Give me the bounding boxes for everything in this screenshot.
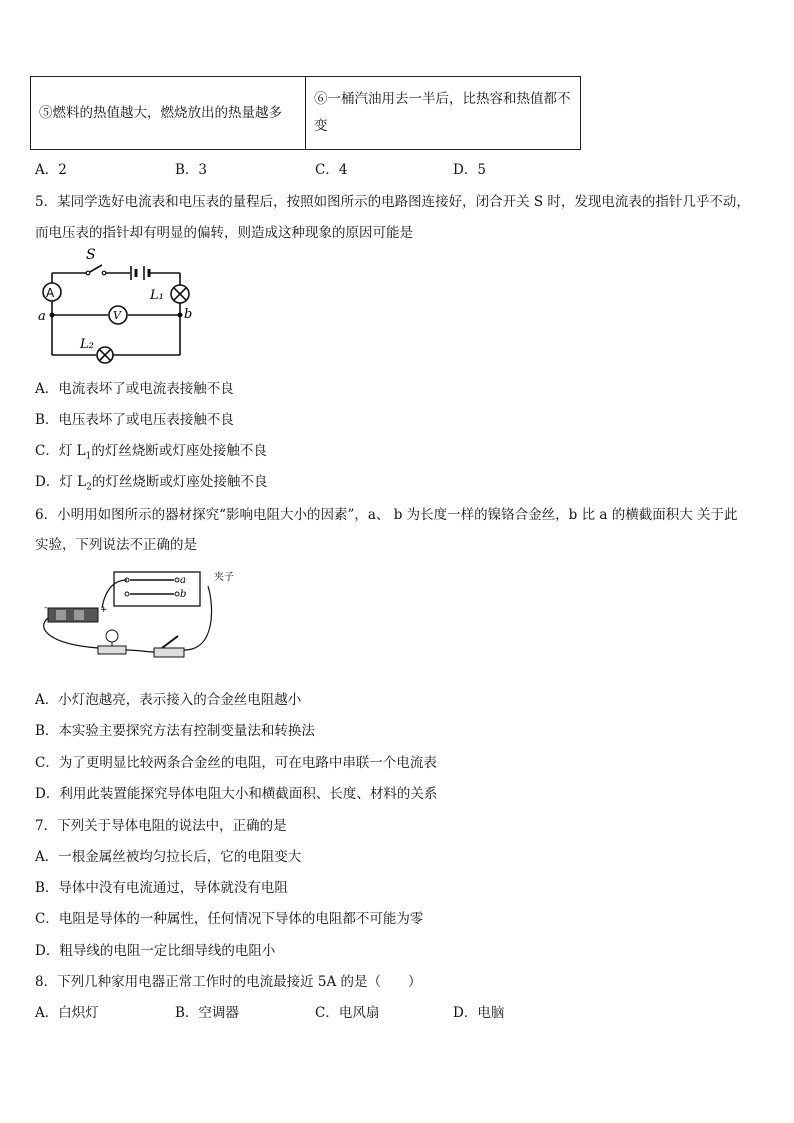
q4-choice-d[interactable]: D．5	[453, 162, 486, 178]
q7-choice-d[interactable]: D．粗导线的电阻一定比细导线的电阻小	[35, 943, 276, 959]
wire-a-label: a	[180, 575, 186, 586]
q5-stem-line1: 5．某同学选好电流表和电压表的量程后，按照如图所示的电路图连接好，闭合开关 S 时，发现电流表的指针几乎不动，	[35, 194, 750, 210]
clip-label: 夹子	[214, 572, 234, 583]
q5-choice-c[interactable]	[35, 439, 267, 462]
statement-table	[30, 76, 581, 150]
battery-minus-label: -	[44, 603, 48, 613]
ammeter-label: A	[46, 286, 55, 300]
q5-choice-b[interactable]: B．电压表坏了或电压表接触不良	[35, 412, 234, 428]
q6-choice-d[interactable]: D．利用此装置能探究导体电阻大小和横截面积、长度、材料的关系	[35, 786, 438, 802]
node-b-label: b	[184, 307, 193, 322]
lamp-l2-label: L₂	[80, 337, 94, 352]
switch-label: S	[86, 247, 96, 263]
q7-choice-b[interactable]: B．导体中没有电流通过，导体就没有电阻	[35, 880, 288, 896]
wire-b-label: b	[180, 589, 187, 600]
node-a-label: a	[38, 309, 46, 324]
q7-choice-c[interactable]: C．电阻是导体的一种属性，任何情况下导体的电阻都不可能为零	[35, 911, 424, 927]
q6-stem-line2: 实验，下列说法不正确的是	[35, 537, 197, 553]
q4-choice-c[interactable]: C．4	[315, 162, 348, 178]
q5-choice-c-rest: 的灯丝烧断或灯座处接触不良	[91, 443, 267, 459]
q6-apparatus-diagram	[38, 566, 248, 666]
q5-choice-c-sub: 1	[85, 451, 92, 462]
q8-stem: 8．下列几种家用电器正常工作时的电流最接近 5A 的是（ ）	[35, 974, 422, 990]
q6-choice-b[interactable]: B．本实验主要探究方法有控制变量法和转换法	[35, 723, 315, 739]
q6-choice-a[interactable]: A．小灯泡越亮，表示接入的合金丝电阻越小	[35, 692, 302, 708]
lamp-l1-label: L₁	[150, 288, 164, 303]
q6-stem-line1: 6．小明用如图所示的器材探究“影响电阻大小的因素”，a、 b 为长度一样的镍铬合金丝，b 比 a 的横截面积大 关于此	[35, 507, 738, 523]
statement-5-cell: ⑤燃料的热值越大，燃烧放出的热量越多	[31, 77, 306, 150]
q8-choice-d[interactable]: D．电脑	[453, 1005, 505, 1021]
q7-stem: 7．下列关于导体电阻的说法中，正确的是	[35, 818, 287, 834]
q5-choice-d[interactable]	[35, 470, 267, 493]
q5-circuit-diagram	[30, 245, 210, 365]
q8-choice-a[interactable]: A．白炽灯	[35, 1005, 99, 1021]
statement-6-cell: ⑥一桶汽油用去一半后，比热容和热值都不变	[306, 77, 581, 150]
voltmeter-label: V	[113, 309, 121, 322]
q4-choice-a[interactable]: A．2	[35, 162, 67, 178]
q7-choice-a[interactable]: A．一根金属丝被均匀拉长后，它的电阻变大	[35, 849, 302, 865]
q6-choice-c[interactable]: C．为了更明显比较两条合金丝的电阻，可在电路中串联一个电流表	[35, 755, 437, 771]
q5-choice-c-text: C．灯 L	[35, 443, 86, 459]
q5-choice-d-sub: 2	[86, 482, 92, 493]
battery-plus-label: +	[100, 605, 108, 615]
q4-choice-b[interactable]: B．3	[175, 162, 208, 178]
q5-choice-a[interactable]: A．电流表坏了或电流表接触不良	[35, 381, 234, 397]
q5-choice-d-rest: 的灯丝烧断或灯座处接触不良	[91, 474, 268, 490]
q8-choice-c[interactable]: C．电风扇	[315, 1005, 380, 1021]
q5-stem-line2: 而电压表的指针却有明显的偏转，则造成这种现象的原因可能是	[35, 225, 413, 241]
q5-choice-d-text: D．灯 L	[35, 474, 87, 490]
q8-choice-b[interactable]: B．空调器	[175, 1005, 239, 1021]
